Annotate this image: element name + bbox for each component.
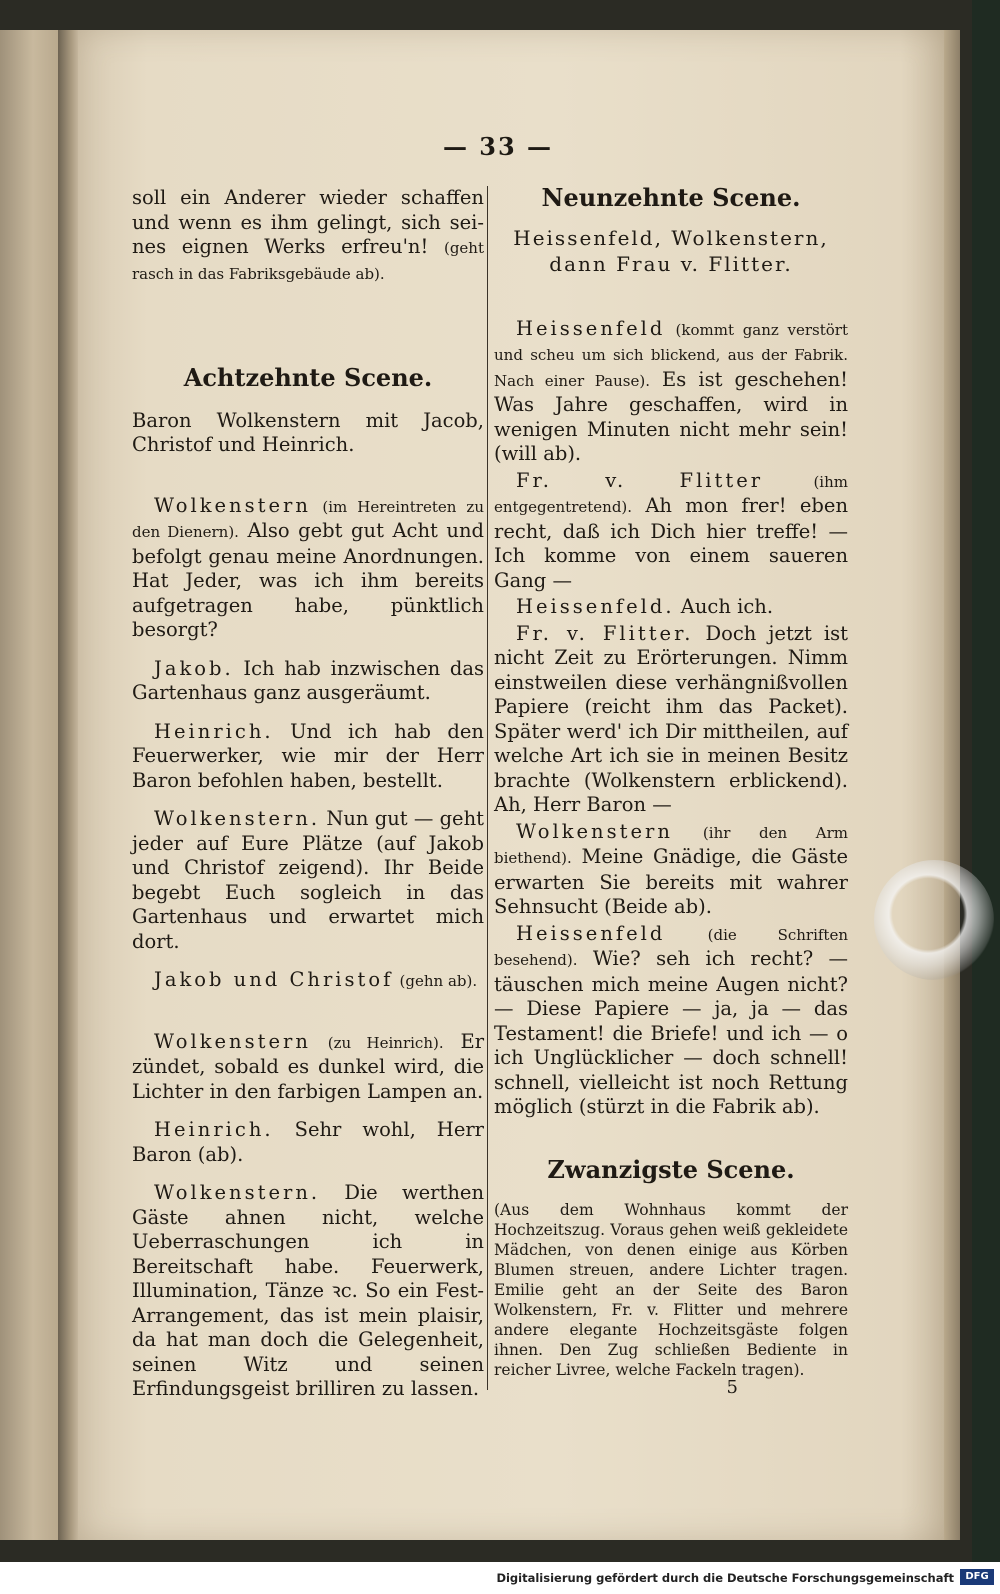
stage-direction: (zu Heinrich). <box>327 1033 444 1052</box>
dialogue-line <box>494 820 848 920</box>
dialogue-text: Doch jetzt ist nicht Zeit zu Erörterungen. Nimm einstweilen diese verhängnißvollen Papiere (reicht ihm das Packet). Später werd' ich Dir mittheilen, auf welche Art ich sie in meinen Besitz brachte (Wolkenstern erblickend). Ah, Herr Baron — <box>494 621 848 816</box>
dialogue-line <box>132 657 484 706</box>
footer-bar <box>0 1562 1000 1594</box>
footer-credit: Digitalisierung gefördert durch die Deutsche Forschungsgemeinschaft <box>496 1571 954 1585</box>
dialogue-line <box>132 720 484 794</box>
dialogue-text: Meine Gnädige, die Gäste erwarten Sie bereits mit wahrer Sehnsucht (Beide ab). <box>494 845 848 918</box>
speaker-name: Heissenfeld <box>516 316 666 340</box>
stage-direction: (ihr den Arm biethend). <box>494 823 848 867</box>
speaker-name: Jakob und Christof <box>154 968 394 991</box>
dialogue-line <box>494 469 848 594</box>
dialogue-text: Nun gut — geht jeder auf Eure Plätze (auf Jakob und Christof zeigend). Ihr Beide begebt Euch sogleich in das Gartenhaus und erwartet mich dort. <box>132 807 484 953</box>
dialogue-text: Also gebt gut Acht und befolgt genau meine Anordnungen. Hat Jeder, was ich ihm bereits aufgetragen habe, pünktlich besorgt? <box>132 519 484 641</box>
speaker-name: Wolkenstern <box>516 819 673 843</box>
scene20-heading: Zwanzigste Scene. <box>547 1154 795 1184</box>
dialogue-text: Wie? seh ich recht? — täuschen mich meine Augen nicht? — Diese Papiere — ja, ja — das Testament! die Briefe! und ich — o ich Unglücklicher — doch schnell! schnell, vielleicht ist noch Rettung möglich (stürzt in die Fabrik ab). <box>494 947 848 1118</box>
speaker-name: Jakob. <box>154 656 234 680</box>
dialogue-line <box>132 1030 484 1105</box>
scene19-cast: Heissenfeld, Wolkenstern, dann Frau v. Flitter. <box>513 225 829 276</box>
dfg-logo-icon: DFG <box>960 1569 994 1585</box>
dialogue-text: Es ist geschehen! Was Jahre geschaffen, wird in wenigen Minuten nicht mehr sein! (will ab). <box>494 367 849 465</box>
previous-page-edge <box>0 30 60 1540</box>
speaker-name: Wolkenstern <box>154 493 311 517</box>
dialogue-text: Ich hab inzwischen das Gartenhaus ganz ausgeräumt. <box>132 656 484 704</box>
page-edge <box>944 30 960 1540</box>
dialogue-text: Auch ich. <box>680 595 774 618</box>
speaker-name: Heinrich. <box>154 1118 274 1141</box>
page-number: — 33 — <box>442 132 554 161</box>
speaker-name: Heissenfeld. <box>516 595 675 618</box>
page-clip <box>874 860 994 980</box>
dialogue-text: Er zündet, sobald es dunkel wird, die Lichter in den farbigen Lampen an. <box>132 1029 485 1103</box>
dialogue-line <box>132 1118 484 1167</box>
scene19-heading: Neunzehnte Scene. <box>541 183 801 212</box>
speaker-name: Wolkenstern. <box>154 807 321 830</box>
speaker-name: Wolkenstern. <box>154 1181 321 1204</box>
stage-direction: (im Hereintreten zu den Dienern). <box>132 497 484 541</box>
dialogue-line <box>132 968 484 994</box>
scene18-cast <box>132 409 484 458</box>
continuation-stage: (geht rasch in das Fabriksgebäude ab). <box>132 239 484 283</box>
dialogue-line <box>494 622 848 818</box>
stage-direction: (die Schriften besehend). <box>494 925 848 969</box>
speaker-name: Wolkenstern <box>154 1029 311 1053</box>
stage-direction: (ihm entgegentretend). <box>494 472 848 516</box>
dialogue-text: Sehr wohl, Herr Baron (ab). <box>132 1118 484 1166</box>
book-gutter <box>58 30 80 1540</box>
dialogue-text: Und ich hab den Feuerwerker, wie mir der Herr Baron befohlen haben, bestellt. <box>132 719 484 792</box>
dialogue-text: Ah mon frer! eben recht, daß ich Dich hier treffe! — Ich komme von einem saueren Gang — <box>494 494 848 592</box>
stage-direction: (gehn ab). <box>399 972 478 990</box>
dialogue-line <box>132 807 484 954</box>
dialogue-line <box>132 494 484 643</box>
speaker-name: Heinrich. <box>154 719 274 743</box>
signature-mark: 5 <box>726 1377 738 1398</box>
scene18-cast-text: Baron Wolkenstern mit Jacob, Christof und Heinrich. <box>132 408 484 456</box>
dialogue-line <box>494 922 848 1120</box>
column-divider <box>487 186 488 1390</box>
speaker-name: Fr. v. Flitter. <box>516 621 694 645</box>
dialogue-line <box>494 317 848 467</box>
stage-direction: (kommt ganz verstört und scheu um sich blickend, aus der Fabrik. Nach einer Pause). <box>494 320 848 390</box>
dialogue-line <box>132 1181 484 1402</box>
dialogue-line <box>494 595 848 620</box>
right-column <box>494 183 849 1401</box>
left-column <box>132 186 484 1416</box>
speaker-name: Fr. v. Flitter <box>516 468 764 492</box>
speaker-name: Heissenfeld <box>516 921 666 945</box>
scene20-stage-direction: (Aus dem Wohnhaus kommt der Hochzeitszug. Voraus gehen weiß gekleidete Mädchen, von denen einige aus Körben Blumen streuen, andere Lichter tragen. Emilie geht an der Seite des Baron Wolkenstern, Fr. v. Flitter und mehrere andere elegante Hochzeitsgäste folgen ihnen. Den Zug schließen Bediente in reicher Livree, welche Fackeln tragen). <box>494 1201 848 1379</box>
scene18-heading: Achtzehnte Scene. <box>183 363 433 392</box>
dialogue-text: Die werthen Gäste ahnen nicht, welche Ueberraschungen ich in Bereitschaft habe. Feuerwerk, Illumination, Tänze ꝛc. So ein Fest-Arrangement, das ist mein plaisir, da hat man doch die Gelegenheit, seinen Witz und seinen Erfindungsgeist brilliren zu lassen. <box>132 1181 484 1400</box>
continuation-line: soll ein Anderer wieder schaffen und wenn es ihm gelingt, sich sei-nes eignen Werks erfreu'n! <box>132 186 484 258</box>
continuation-text <box>132 186 484 286</box>
